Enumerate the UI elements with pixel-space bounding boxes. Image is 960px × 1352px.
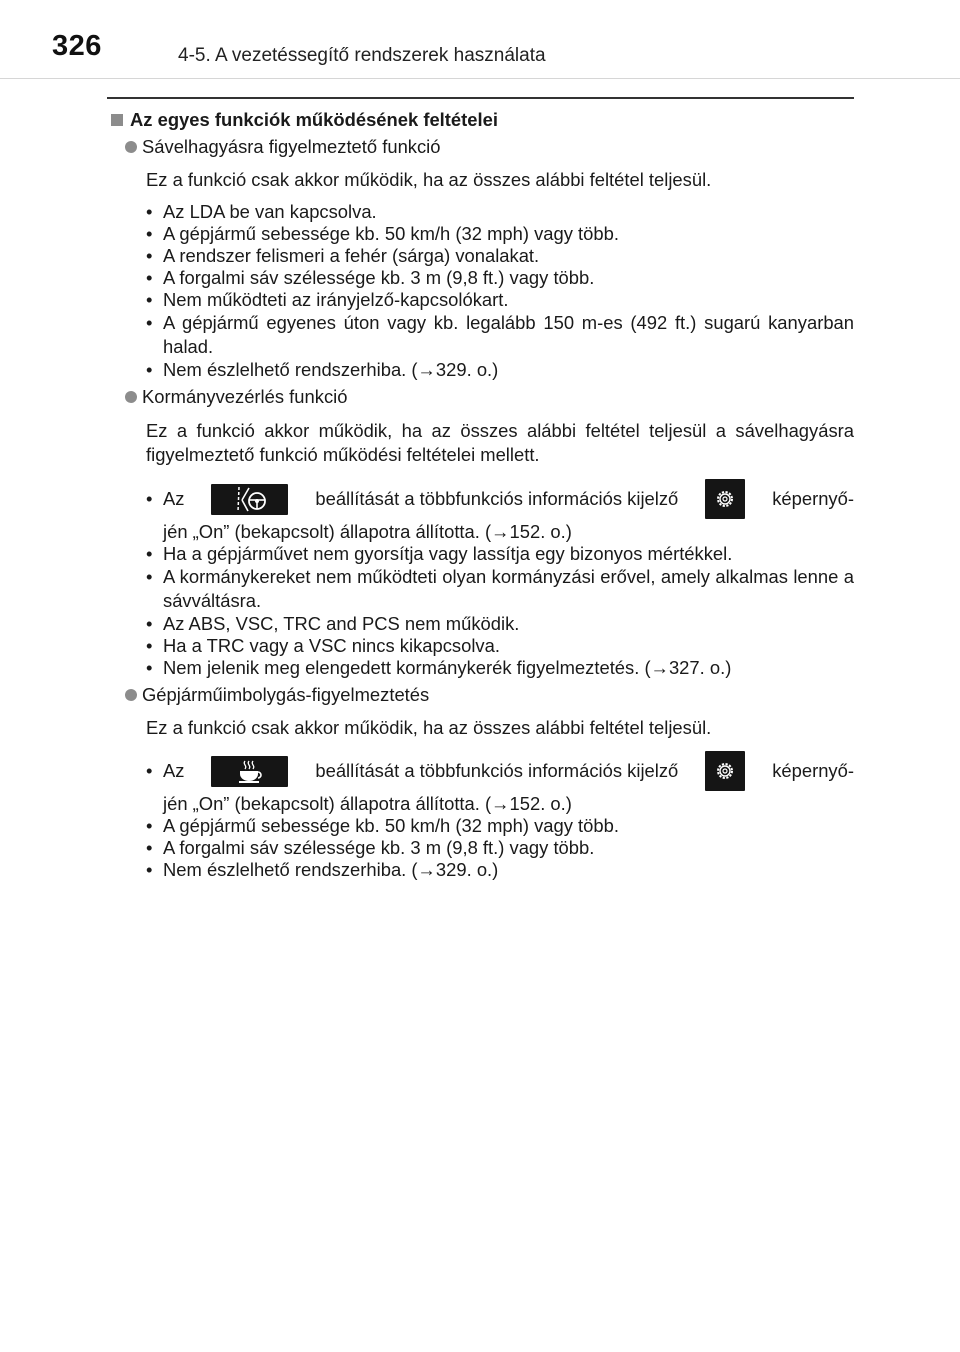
coffee-cup-icon [211, 756, 288, 787]
list-item-continuation: jén „On” (bekapcsolt) állapotra állította. (→152. o.) [163, 521, 572, 542]
list-item: • A gépjármű sebessége kb. 50 km/h (32 mph) vagy több. [146, 223, 854, 245]
main-heading-text: Az egyes funkciók működésének feltételei [130, 109, 498, 130]
subheading-text: Gépjárműimbolygás-figyelmeztetés [142, 684, 430, 705]
list-item: • Nem észlelhető rendszerhiba. (→329. o.) [146, 859, 854, 881]
list-item: • Ha a TRC vagy a VSC nincs kikapcsolva. [146, 635, 854, 657]
page-header [0, 0, 960, 79]
subheading-vehicle-sway-warning [108, 684, 854, 706]
section-title: 4-5. A vezetéssegítő rendszerek használata [178, 45, 546, 66]
list-item: • A kormánykereket nem működteti olyan kormányzási erővel, amely alkalmas lenne a sávváltásra. [146, 565, 854, 613]
gear-icon [705, 751, 745, 791]
list-item-text: beállítását a többfunkciós információs kijelző [315, 488, 679, 509]
list-item-text: képernyő- [772, 760, 854, 781]
list-item: • Nem észlelhető rendszerhiba. (→329. o.) [146, 359, 854, 381]
list-item: • A forgalmi sáv szélessége kb. 3 m (9,8 ft.) vagy több. [146, 267, 854, 289]
circle-bullet-icon [125, 391, 137, 403]
list-item-text: • Az [163, 488, 185, 509]
subheading-lane-departure [108, 136, 854, 158]
list-item-continuation: jén „On” (bekapcsolt) állapotra állította. (→152. o.) [163, 793, 572, 814]
list-item [146, 477, 854, 543]
list-item [146, 749, 854, 815]
gear-icon [705, 479, 745, 519]
condition-list [146, 201, 854, 381]
list-item: • Nem jelenik meg elengedett kormánykerék figyelmeztetés. (→327. o.) [146, 657, 854, 679]
page-content [108, 109, 854, 881]
circle-bullet-icon [125, 141, 137, 153]
list-item: • Az LDA be van kapcsolva. [146, 201, 854, 223]
list-item: • Ha a gépjárművet nem gyorsítja vagy lassítja egy bizonyos mértékkel. [146, 543, 854, 565]
condition-list [146, 749, 854, 881]
list-item: • Nem működteti az irányjelző-kapcsolókart. [146, 289, 854, 311]
list-item-text: beállítását a többfunkciós információs kijelző [315, 760, 679, 781]
list-item: • A rendszer felismeri a fehér (sárga) vonalakat. [146, 245, 854, 267]
list-item-text: képernyő- [772, 488, 854, 509]
heading-rule [107, 97, 854, 99]
intro-paragraph: Ez a funkció csak akkor működik, ha az összes alábbi feltétel teljesül. [146, 169, 712, 190]
condition-list [146, 477, 854, 679]
list-item: • A gépjármű egyenes úton vagy kb. legalább 150 m-es (492 ft.) sugarú kanyarban halad. [146, 311, 854, 359]
intro-paragraph: Ez a funkció csak akkor működik, ha az összes alábbi feltétel teljesül. [146, 717, 712, 738]
subheading-text: Sávelhagyásra figyelmeztető funkció [142, 136, 441, 157]
page-number: 326 [52, 30, 102, 62]
list-item-text: • Az [163, 760, 185, 781]
intro-paragraph: Ez a funkció akkor működik, ha az összes alábbi feltétel teljesül a sávelhagyásra figyelmeztető funkció működési feltételei mellett. [146, 420, 854, 465]
circle-bullet-icon [125, 689, 137, 701]
subheading-steering-control [108, 386, 854, 408]
list-item: • A gépjármű sebessége kb. 50 km/h (32 mph) vagy több. [146, 815, 854, 837]
main-heading [108, 109, 854, 131]
subheading-text: Kormányvezérlés funkció [142, 386, 348, 407]
square-bullet-icon [111, 114, 123, 126]
list-item: • A forgalmi sáv szélessége kb. 3 m (9,8 ft.) vagy több. [146, 837, 854, 859]
list-item: • Az ABS, VSC, TRC and PCS nem működik. [146, 613, 854, 635]
steering-assist-icon [211, 484, 288, 515]
